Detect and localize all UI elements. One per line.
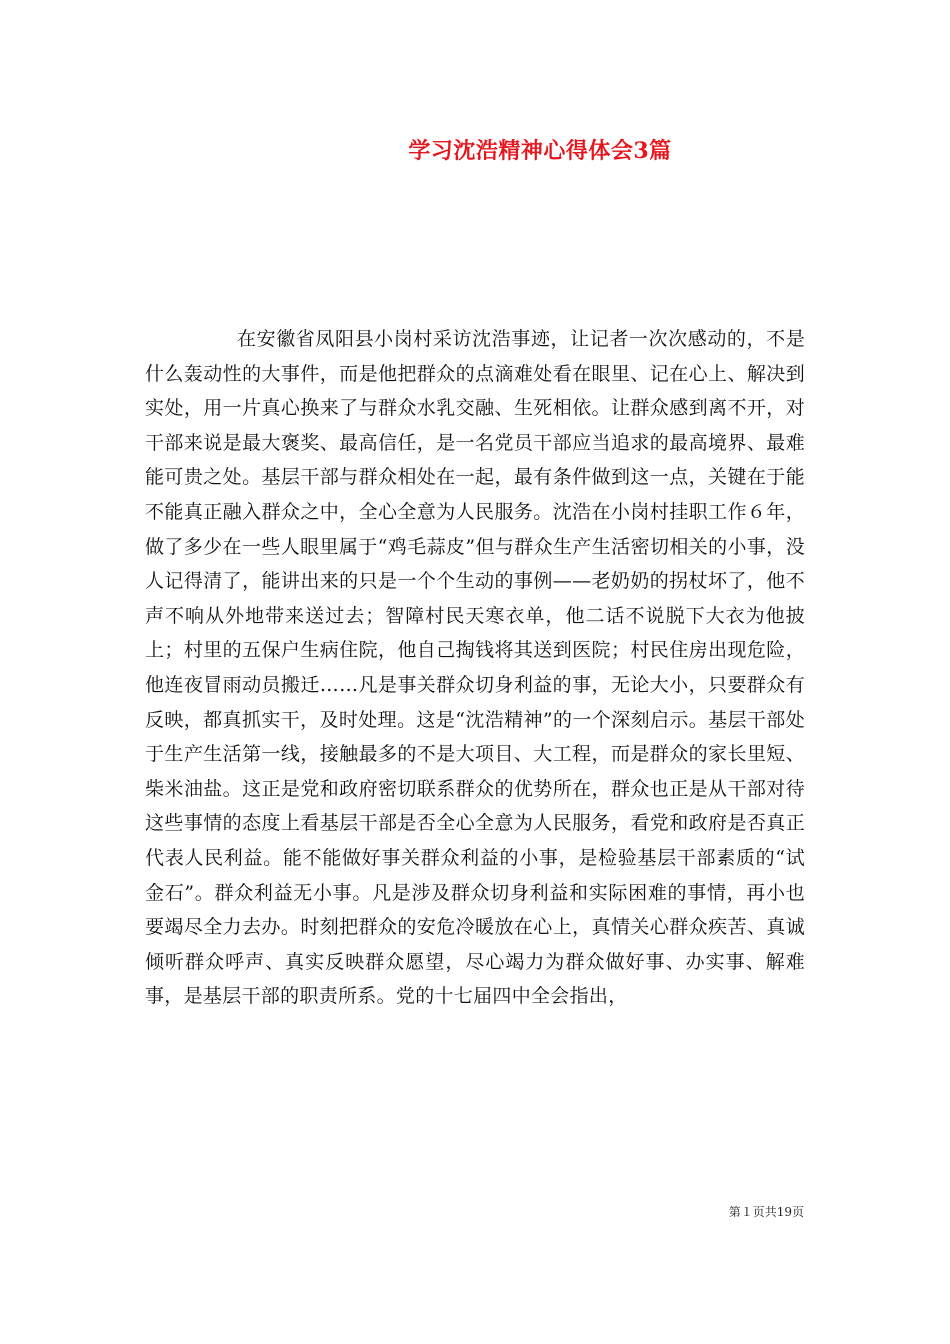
page-number-footer: 第１页共19页	[728, 1205, 804, 1219]
body-paragraph: 在安徽省凤阳县小岗村采访沈浩事迹，让记者一次次感动的，不是什么轰动性的大事件，而是他把群众的点滴难处看在眼里、记在心上、解决到实处，用一片真心换来了与群众水乳交融、生死相依。让群众感到离不开，对干部来说是最大褒奖、最高信任，是一名党员干部应当追求的最高境界、最难能可贵之处。基层干部与群众相处在一起，最有条件做到这一点，关键在于能不能真正融入群众之中，全心全意为人民服务。沈浩在小岗村挂职工作６年，做了多少在一些人眼里属于“鸡毛蒜皮”但与群众生产生活密切相关的小事，没人记得清了，能讲出来的只是一个个生动的事例——老奶奶的拐杖坏了，他不声不响从外地带来送过去；智障村民天寒衣单，他二话不说脱下大衣为他披上；村里的五保户生病住院，他自己掏钱将其送到医院；村民住房出现危险，他连夜冒雨动员搬迁……凡是事关群众切身利益的事，无论大小，只要群众有反映，都真抓实干，及时处理。这是“沈浩精神”的一个深刻启示。基层干部处于生产生活第一线，接触最多的不是大项目、大工程，而是群众的家长里短、柴米油盐。这正是党和政府密切联系群众的优势所在，群众也正是从干部对待这些事情的态度上看基层干部是否全心全意为人民服务，看党和政府是否真正代表人民利益。能不能做好事关群众利益的小事，是检验基层干部素质的“试金石”。群众利益无小事。凡是涉及群众切身利益和实际困难的事情，再小也要竭尽全力去办。时刻把群众的安危冷暖放在心上，真情关心群众疾苦、真诚倾听群众呼声、真实反映群众愿望，尽心竭力为群众做好事、办实事、解难事，是基层干部的职责所系。党的十七届四中全会指出，	[145, 328, 805, 1008]
document-title: 学习沈浩精神心得体会3篇	[408, 138, 672, 164]
